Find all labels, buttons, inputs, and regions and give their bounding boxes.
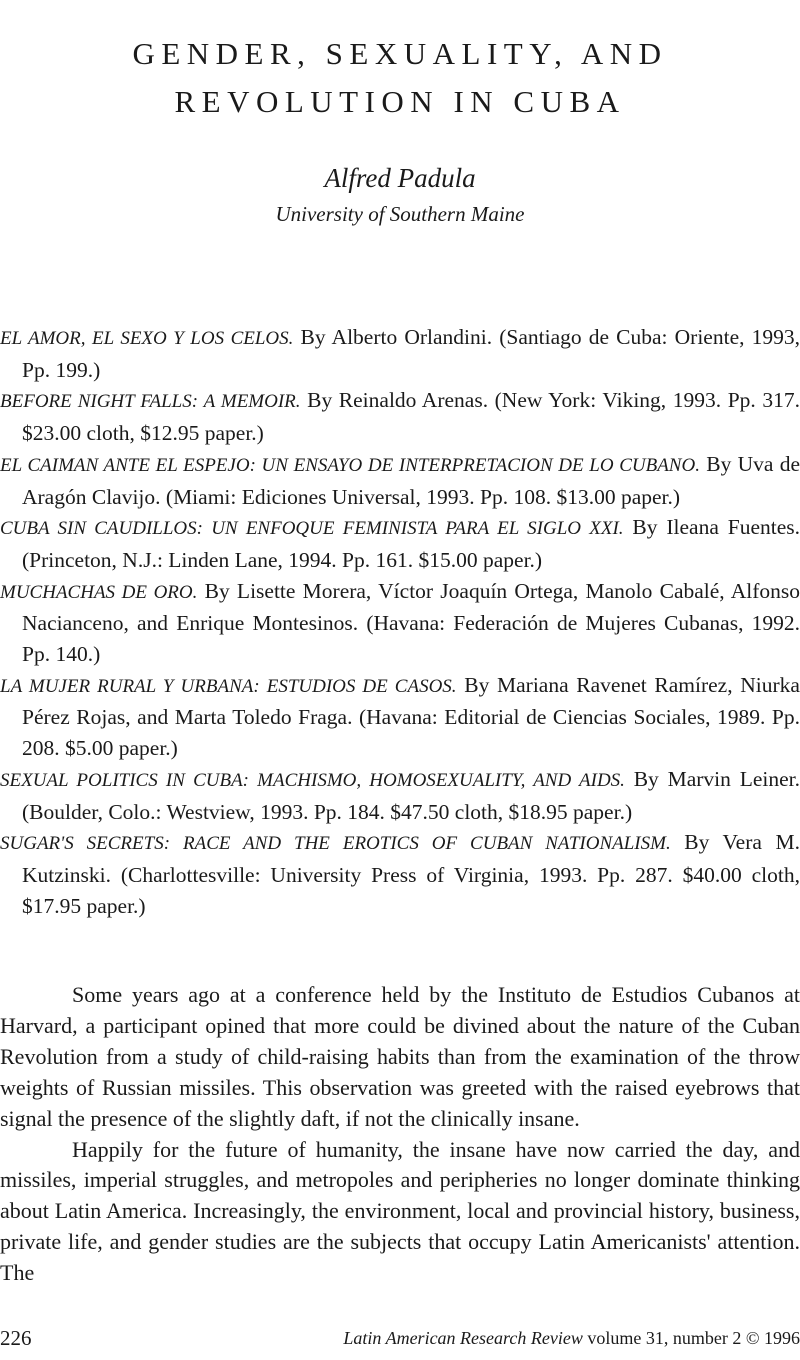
book-entry [0,385,800,448]
book-title: SEXUAL POLITICS IN CUBA: MACHISMO, HOMOSEXUALITY, AND AIDS. [0,769,625,791]
journal-title: Latin American Research Review [343,1328,583,1348]
book-entry [0,576,800,670]
journal-issue: volume 31, number 2 © 1996 [582,1328,800,1348]
author-affiliation: University of Southern Maine [275,202,525,226]
book-title: CUBA SIN CAUDILLOS: UN ENFOQUE FEMINISTA PARA EL SIGLO XXI. [0,518,624,540]
journal-citation [343,1328,800,1349]
book-entry [0,764,800,827]
body-paragraph: Happily for the future of humanity, the insane have now carried the day, and missiles, imperial struggles, and metropoles and peripheries no longer dominate thinking about Latin America. Increasingly, the environment, local and provincial history, business, private life, and gender studies are the subjects that occupy Latin Americanists' attention. The [0,1136,800,1286]
book-details: By Marvin Leiner. (Boulder, Colo.: Westview, 1993. Pp. 184. $47.50 cloth, $18.95 paper.) [22,766,800,824]
article-title-line-1: GENDER, SEXUALITY, AND [132,36,668,71]
book-title: EL AMOR, EL SEXO Y LOS CELOS. [0,328,294,349]
book-details: By Ileana Fuentes. (Princeton, N.J.: Linden Lane, 1994. Pp. 161. $15.00 paper.) [22,515,800,572]
reviewed-books-list [0,322,800,921]
article-title-line-2: REVOLUTION IN CUBA [174,84,626,119]
book-title: BEFORE NIGHT FALLS: A MEMOIR. [0,391,301,413]
body-paragraph: Some years ago at a conference held by the Instituto de Estudios Cubanos at Harvard, a participant opined that more could be divined about the nature of the Cuban Revolution from a study of child-raising habits than from the examination of the throw weights of Russian missiles. This observation was greeted with the raised eyebrows that signal the presence of the slightly daft, if not the clinically insane. [0,982,800,1131]
book-details: By Alberto Orlandini. (Santiago de Cuba: Oriente, 1993, Pp. 199.) [22,325,800,382]
book-entry [0,512,800,575]
book-entry [0,449,800,512]
book-details: By Reinaldo Arenas. (New York: Viking, 1993. Pp. 317. $23.00 cloth, $12.95 paper.) [22,388,800,446]
book-entry [0,322,800,385]
book-entry [0,827,800,921]
book-details: By Lisette Morera, Víctor Joaquín Ortega, Manolo Cabalé, Alfonso Nacianceno, and Enrique Montesinos. (Havana: Federación de Mujeres Cubanas, 1992. Pp. 140.) [22,578,800,667]
book-title: MUCHACHAS DE ORO. [0,581,198,603]
article-body [0,980,800,1289]
book-title: SUGAR'S SECRETS: RACE AND THE EROTICS OF CUBAN NATIONALISM. [0,833,671,855]
author-name: Alfred Padula [324,163,476,193]
book-entry [0,670,800,764]
book-details: By Vera M. Kutzinski. (Charlottesville: University Press of Virginia, 1993. Pp. 287. $40.00 cloth, $17.95 paper.) [22,830,800,918]
book-details: By Uva de Aragón Clavijo. (Miami: Ediciones Universal, 1993. Pp. 108. $13.00 paper.) [22,451,800,509]
book-title: LA MUJER RURAL Y URBANA: ESTUDIOS DE CASOS. [0,675,457,697]
book-details: By Mariana Ravenet Ramírez, Niurka Pérez Rojas, and Marta Toledo Fraga. (Havana: Editorial de Ciencias Sociales, 1989. Pp. 208. $5.00 paper.) [22,672,800,761]
book-title: EL CAIMAN ANTE EL ESPEJO: UN ENSAYO DE INTERPRETACION DE LO CUBANO. [0,454,700,476]
page-number: 226 [0,1326,32,1350]
